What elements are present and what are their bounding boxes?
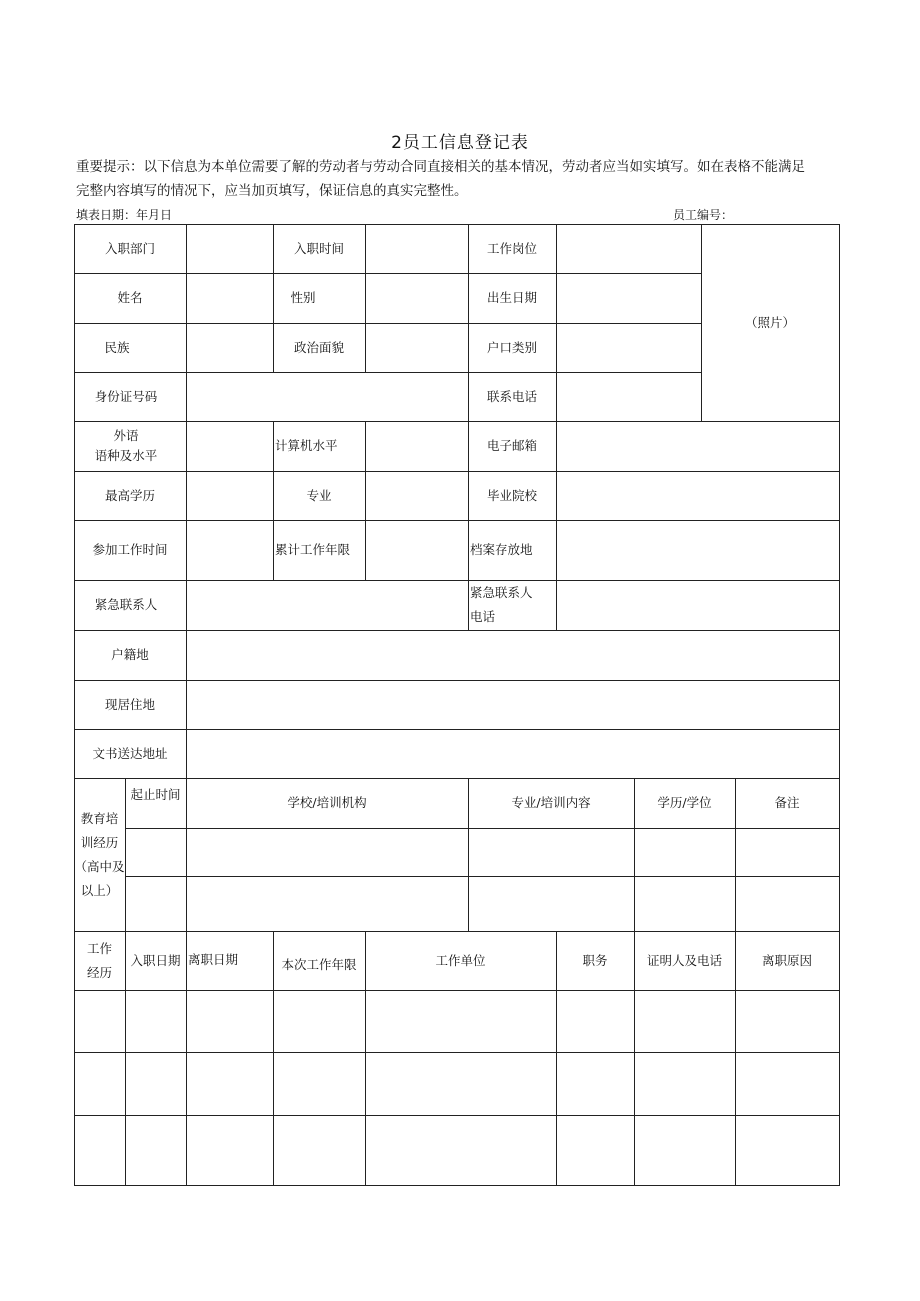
field-name[interactable]: [186, 273, 273, 323]
label-graduate-school: 毕业院校: [486, 487, 537, 503]
header-edu-period: 起止时间: [130, 787, 181, 802]
label-name: 姓名: [117, 290, 143, 305]
row-line: [74, 1052, 840, 1053]
field-foreign-language[interactable]: [186, 421, 273, 471]
label-hukou-type: 户口类别: [486, 339, 537, 355]
row-line: [125, 828, 840, 829]
field-political-status[interactable]: [365, 323, 468, 372]
row-line: [125, 876, 840, 877]
page-title: 2员工信息登记表: [391, 133, 529, 153]
header-work-reason: 离职原因: [761, 952, 812, 968]
label-emergency-phone-line1: 紧急联系人: [470, 585, 533, 600]
header-work-end: 离职日期: [188, 952, 239, 967]
header-edu-degree: 学历/学位: [657, 795, 712, 810]
field-mail-address[interactable]: [186, 729, 839, 778]
photo-box[interactable]: （照片）: [744, 314, 795, 330]
label-id-number: 身份证号码: [94, 388, 158, 404]
header-edu-school: 学校/培训机构: [287, 795, 367, 810]
field-emergency-contact[interactable]: [186, 580, 468, 630]
label-emergency-phone-line2: 电话: [470, 609, 496, 624]
field-id-number[interactable]: [186, 372, 468, 421]
label-residence: 现居住地: [104, 696, 155, 712]
label-hire-department: 入职部门: [104, 240, 155, 256]
field-major[interactable]: [365, 471, 468, 520]
label-major: 专业: [306, 487, 332, 503]
header-work-reference: 证明人及电话: [646, 952, 722, 968]
label-email: 电子邮箱: [486, 438, 537, 453]
label-work-history: [74, 931, 125, 990]
field-phone[interactable]: [556, 372, 701, 421]
row-line: [74, 1115, 840, 1116]
field-work-start-time[interactable]: [186, 520, 273, 580]
fill-date-label: 填表日期：年月日: [76, 208, 173, 222]
field-hukou-type[interactable]: [556, 323, 701, 372]
field-email[interactable]: [556, 421, 839, 471]
field-total-work-years[interactable]: [365, 520, 468, 580]
header-work-start: 入职日期: [130, 952, 181, 968]
label-total-work-years: 累计工作年限: [275, 542, 351, 557]
field-hire-time[interactable]: [365, 224, 468, 273]
notice-line-1: 重要提示：以下信息为本单位需要了解的劳动者与劳动合同直接相关的基本情况，劳动者应当如实填写。如在表格不能满足: [76, 159, 805, 175]
important-notice: [76, 155, 846, 203]
label-education-line4: 以上）: [80, 883, 119, 898]
header-work-years: 本次工作年限: [281, 956, 357, 972]
label-education-line3: （高中及: [74, 859, 125, 874]
row-line: [74, 990, 840, 991]
field-birth-date[interactable]: [556, 273, 701, 323]
field-highest-education[interactable]: [186, 471, 273, 520]
label-highest-education: 最高学历: [104, 487, 155, 503]
label-work-start-time: 参加工作时间: [92, 542, 168, 557]
field-ethnicity[interactable]: [186, 323, 273, 372]
row-line: [74, 1185, 840, 1186]
field-archive-location[interactable]: [556, 520, 839, 580]
field-graduate-school[interactable]: [556, 471, 839, 520]
field-residence[interactable]: [186, 680, 839, 729]
label-emergency-phone: [468, 580, 556, 630]
label-archive-location: 档案存放地: [470, 542, 533, 557]
label-emergency-contact: 紧急联系人: [94, 597, 158, 612]
col-line: [839, 224, 840, 1186]
label-education-line2: 训经历: [80, 835, 119, 850]
header-edu-remark: 备注: [774, 795, 800, 810]
header-work-employer: 工作单位: [435, 952, 486, 968]
label-education-line1: 教育培: [80, 811, 119, 826]
label-work-line1: 工作: [86, 940, 112, 956]
label-foreign-language: [74, 421, 178, 471]
field-hire-department[interactable]: [186, 224, 273, 273]
label-ethnicity: 民族: [104, 339, 130, 355]
label-gender: 性别: [290, 290, 316, 305]
label-hire-time: 入职时间: [293, 240, 344, 256]
field-emergency-phone[interactable]: [556, 580, 839, 630]
employee-number-label: 员工编号：: [673, 208, 734, 222]
field-domicile[interactable]: [186, 630, 839, 680]
label-political-status: 政治面貌: [293, 339, 344, 355]
label-phone: 联系电话: [486, 388, 537, 404]
field-gender[interactable]: [365, 273, 468, 323]
field-position[interactable]: [556, 224, 701, 273]
label-computer-level: 计算机水平: [275, 438, 338, 453]
header-work-title: 职务: [582, 952, 608, 968]
label-mail-address: 文书送达地址: [92, 745, 168, 761]
header-edu-major: 专业/培训内容: [511, 795, 591, 810]
label-position: 工作岗位: [486, 240, 537, 256]
label-domicile: 户籍地: [111, 647, 149, 662]
field-computer-level[interactable]: [365, 421, 468, 471]
label-work-line2: 经历: [86, 964, 112, 980]
label-birth-date: 出生日期: [486, 290, 537, 305]
notice-line-2: 完整内容填写的情况下，应当加页填写，保证信息的真实完整性。: [76, 183, 468, 199]
label-foreign-language-line2: 语种及水平: [94, 448, 158, 463]
label-foreign-language-line1: 外语: [113, 428, 139, 443]
label-education-history: [74, 800, 125, 910]
